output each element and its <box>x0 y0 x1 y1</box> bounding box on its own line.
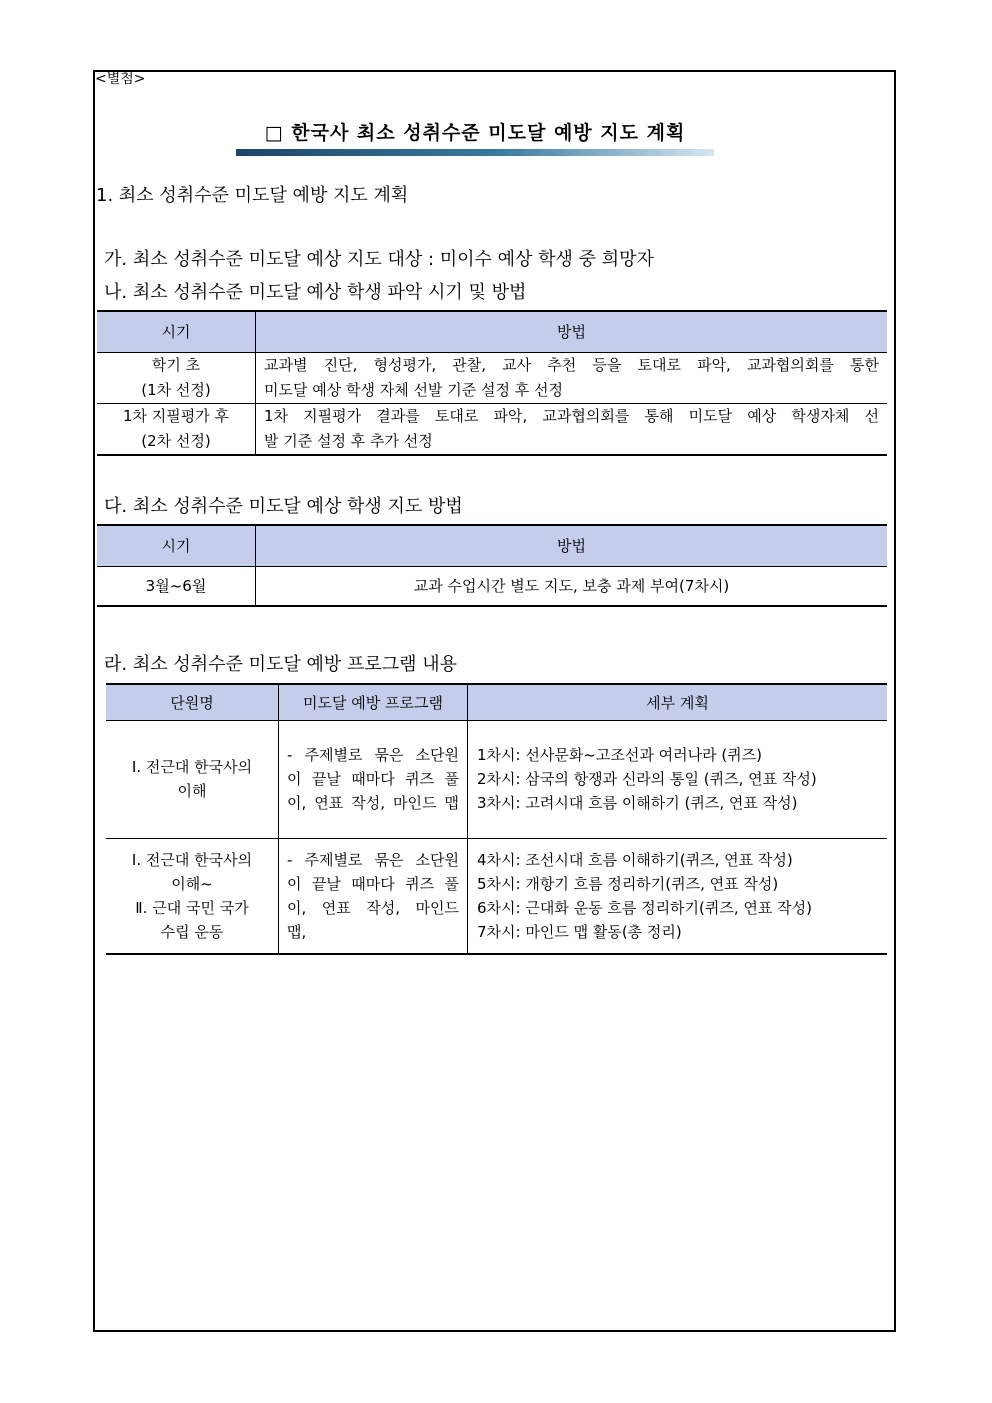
section-1-heading: 1. 최소 성취수준 미도달 예방 지도 계획 <box>96 185 409 206</box>
method-line: 발 기준 설정 후 추가 선정 <box>264 431 433 450</box>
method-cell: 교과 수업시간 별도 지도, 보충 과제 부여(7차시) <box>413 577 730 596</box>
program-line: 이, 연표 작성, 마인드 <box>287 898 459 917</box>
plan-line: 2차시: 삼국의 항쟁과 신라의 통일 (퀴즈, 연표 작성) <box>477 770 817 788</box>
program-content-table <box>106 683 887 955</box>
program-line: 맵, <box>287 922 307 941</box>
document-title-block <box>236 118 714 156</box>
time-line: 학기 초 <box>151 355 201 374</box>
identification-table <box>97 310 887 456</box>
time-line: (1차 선정) <box>141 380 211 399</box>
plan-line: 5차시: 개항기 흐름 정리하기(퀴즈, 연표 작성) <box>477 874 779 893</box>
unit-line: Ⅰ. 전근대 한국사의 <box>131 758 253 776</box>
plan-line: 6차시: 근대화 운동 흐름 정리하기(퀴즈, 연표 작성) <box>477 898 812 917</box>
method-line: 미도달 예상 학생 자체 선발 기준 설정 후 선정 <box>264 380 563 399</box>
unit-line: Ⅰ. 전근대 한국사의 <box>131 850 253 869</box>
program-line: 이 끝날 때마다 퀴즈 풀 <box>287 874 459 893</box>
subsection-na: 나. 최소 성취수준 미도달 예상 학생 파악 시기 및 방법 <box>104 282 527 303</box>
time-cell: 3월~6월 <box>97 566 256 606</box>
method-line: 1차 지필평가 결과를 토대로 파악, 교과협의회를 통해 미도달 예상 학생자체 선 <box>264 406 879 425</box>
unit-line: 이해~ <box>171 874 213 893</box>
header-method: 방법 <box>256 525 888 566</box>
title-underline-bar <box>236 149 714 156</box>
subsection-ga: 가. 최소 성취수준 미도달 예상 지도 대상 : 미이수 예상 학생 중 희망자 <box>104 249 654 270</box>
table-row <box>97 566 887 606</box>
table-row <box>106 838 887 954</box>
unit-line: 수립 운동 <box>160 922 224 941</box>
plan-line: 4차시: 조선시대 흐름 이해하기(퀴즈, 연표 작성) <box>477 850 793 869</box>
unit-line: Ⅱ. 근대 국민 국가 <box>135 898 249 917</box>
header-plan: 세부 계획 <box>468 684 888 720</box>
program-line: 이, 연표 작성, 마인드 맵 <box>287 794 459 812</box>
attachment-label: <별첨> <box>95 71 146 87</box>
plan-line: 3차시: 고려시대 흐름 이해하기 (퀴즈, 연표 작성) <box>477 794 798 812</box>
program-line: 이 끝날 때마다 퀴즈 풀 <box>287 770 459 788</box>
time-line: 1차 지필평가 후 <box>122 406 230 425</box>
time-line: (2차 선정) <box>141 431 211 450</box>
plan-line: 7차시: 마인드 맵 활동(총 정리) <box>477 922 682 941</box>
program-line: - 주제별로 묶은 소단원 <box>287 850 459 869</box>
header-time: 시기 <box>97 525 256 566</box>
instruction-method-table <box>97 524 887 607</box>
plan-line: 1차시: 선사문화~고조선과 여러나라 (퀴즈) <box>477 746 763 764</box>
header-unit: 단원명 <box>106 684 279 720</box>
header-program: 미도달 예방 프로그램 <box>279 684 468 720</box>
method-line: 교과별 진단, 형성평가, 관찰, 교사 추천 등을 토대로 파악, 교과협의회를 통한 <box>264 355 879 374</box>
document-title: □ 한국사 최소 성취수준 미도달 예방 지도 계획 <box>264 122 686 144</box>
table-row <box>97 403 887 455</box>
subsection-da: 다. 최소 성취수준 미도달 예상 학생 지도 방법 <box>104 496 463 517</box>
header-time: 시기 <box>97 311 256 352</box>
unit-line: 이해 <box>177 782 207 800</box>
program-line: - 주제별로 묶은 소단원 <box>287 746 459 764</box>
table-row <box>106 720 887 838</box>
table-row <box>97 352 887 403</box>
header-method: 방법 <box>256 311 888 352</box>
subsection-ra: 라. 최소 성취수준 미도달 예방 프로그램 내용 <box>104 654 458 675</box>
